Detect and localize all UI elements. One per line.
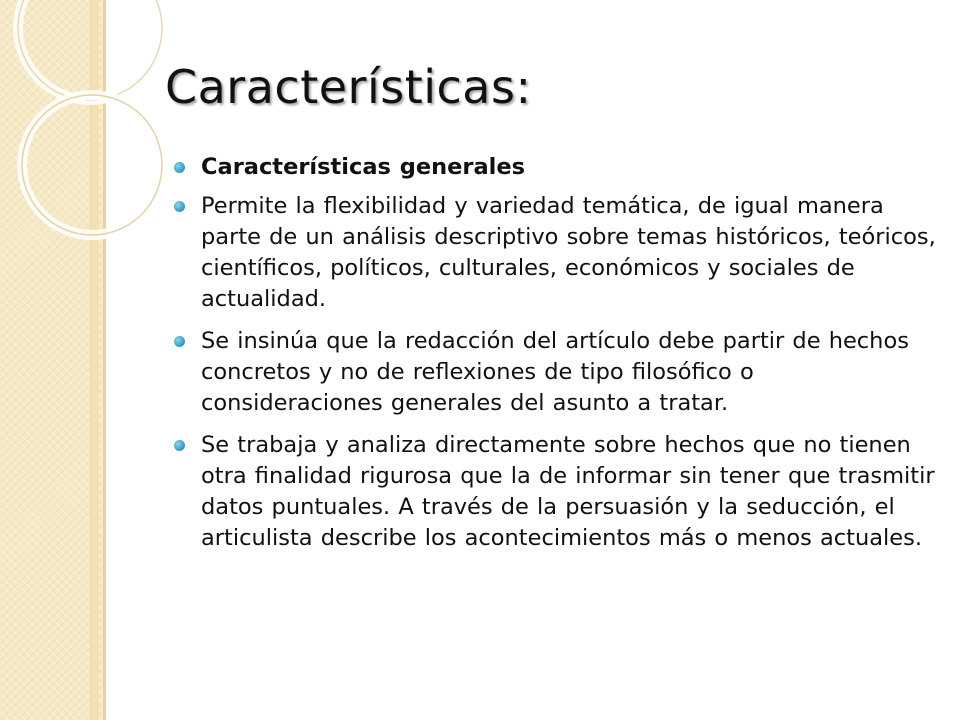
decorative-circles	[0, 0, 200, 260]
bullet-text: Se insinúa que la redacción del artículo debe partir de hechos concretos y no de reflexiones de tipo filosófico o consideraciones generales del asunto a tratar.	[201, 328, 909, 416]
bullet-text: Características generales	[201, 154, 526, 180]
bullet-dot-icon	[174, 162, 185, 173]
bullet-dot-icon	[174, 336, 185, 347]
bullet-dot-icon	[174, 201, 185, 212]
bullet-item	[172, 191, 942, 315]
slide-title: Características:	[165, 60, 532, 114]
bullet-text: Se trabaja y analiza directamente sobre hechos que no tienen otra finalidad rigurosa que la de informar sin tener que trasmitir datos puntuales. A través de la persuasión y la seducción, el articulista describe los acontecimientos más o menos actuales.	[201, 432, 935, 551]
bullet-item	[172, 152, 942, 183]
bullet-item	[172, 326, 942, 419]
bullet-item	[172, 430, 942, 554]
bullet-list	[172, 152, 942, 565]
bullet-dot-icon	[174, 440, 185, 451]
bullet-text: Permite la flexibilidad y variedad temática, de igual manera parte de un análisis descriptivo sobre temas históricos, teóricos, científicos, políticos, culturales, económicos y sociales de actualidad.	[201, 193, 936, 312]
